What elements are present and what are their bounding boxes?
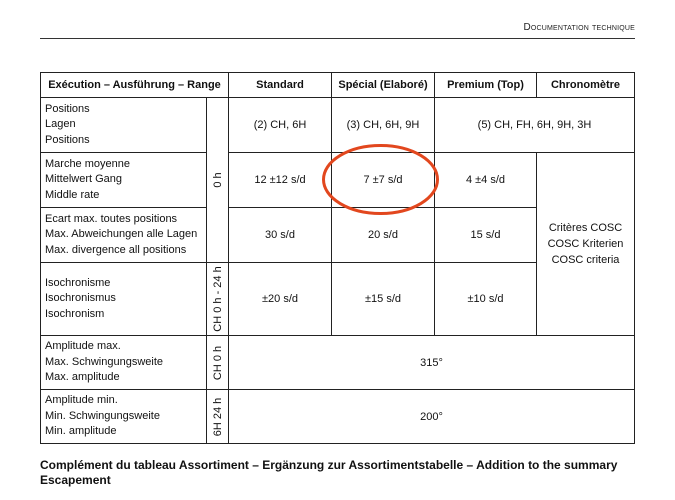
header-divider xyxy=(40,38,635,39)
label-line: Isochronism xyxy=(45,307,105,320)
isochronism-labels xyxy=(41,263,207,336)
amplitude-max-labels xyxy=(41,336,207,390)
label-line: Middle rate xyxy=(45,188,100,201)
rate-special: 7 ±7 s/d xyxy=(332,153,435,208)
label-line: Min. Schwingungsweite xyxy=(45,409,160,422)
condition-6h-24h: 6H 24 h xyxy=(207,390,229,444)
cosc-line: COSC Kriterien xyxy=(547,238,624,250)
row-amplitude-max xyxy=(41,336,635,390)
header-standard: Standard xyxy=(229,73,332,98)
label-line: Max. Abweichungen alle Lagen xyxy=(45,228,198,241)
label-line: Max. divergence all positions xyxy=(45,243,187,256)
condition-ch-0-24h: CH 0 h - 24 h xyxy=(207,263,229,336)
table-caption xyxy=(40,458,640,488)
row-middle-rate xyxy=(41,153,635,208)
label-line: Amplitude min. xyxy=(45,394,118,407)
header-chronometre: Chronomètre xyxy=(537,73,635,98)
header-title: Documentation technique xyxy=(523,22,635,33)
amplitude-min-value: 200° xyxy=(229,390,635,444)
positions-labels xyxy=(41,98,207,153)
table-header-row xyxy=(41,73,635,98)
row-amplitude-min xyxy=(41,390,635,444)
label-line: Amplitude max. xyxy=(45,340,121,353)
positions-special: (3) CH, 6H, 9H xyxy=(332,98,435,153)
header-special: Spécial (Elaboré) xyxy=(332,73,435,98)
condition-ch-0h: CH 0 h xyxy=(207,336,229,390)
label-line: Lagen xyxy=(45,118,76,131)
rate-labels xyxy=(41,153,207,208)
label-line: Ecart max. toutes positions xyxy=(45,212,178,225)
rate-premium: 4 ±4 s/d xyxy=(435,153,537,208)
cosc-criteria xyxy=(537,153,635,336)
escapement-table xyxy=(40,72,635,444)
label-line: Isochronisme xyxy=(45,276,111,289)
deviation-special: 20 s/d xyxy=(332,208,435,263)
label-line: Positions xyxy=(45,102,90,115)
label-line: Max. Schwingungsweite xyxy=(45,355,164,368)
amplitude-min-labels xyxy=(41,390,207,444)
deviation-premium: 15 s/d xyxy=(435,208,537,263)
deviation-standard: 30 s/d xyxy=(229,208,332,263)
header-premium: Premium (Top) xyxy=(435,73,537,98)
deviation-labels xyxy=(41,208,207,263)
rate-standard: 12 ±12 s/d xyxy=(229,153,332,208)
label-line: Max. amplitude xyxy=(45,371,120,384)
header-execution: Exécution – Ausführung – Range xyxy=(41,73,229,98)
caption-line-1: Complément du tableau Assortiment – Ergänzung zur Assortimentstabelle – Addition to the summary xyxy=(40,458,618,472)
caption-line-2: Escapement xyxy=(40,473,111,487)
isochronism-special: ±15 s/d xyxy=(332,263,435,336)
label-line: Positions xyxy=(45,133,90,146)
label-line: Mittelwert Gang xyxy=(45,173,123,186)
condition-0h: 0 h xyxy=(207,98,229,263)
isochronism-standard: ±20 s/d xyxy=(229,263,332,336)
label-line: Marche moyenne xyxy=(45,157,130,170)
row-positions xyxy=(41,98,635,153)
amplitude-max-value: 315° xyxy=(229,336,635,390)
label-line: Isochronismus xyxy=(45,292,116,305)
positions-standard: (2) CH, 6H xyxy=(229,98,332,153)
cosc-line: COSC criteria xyxy=(551,254,620,266)
positions-premium-chrono: (5) CH, FH, 6H, 9H, 3H xyxy=(435,98,635,153)
cosc-line: Critères COSC xyxy=(548,222,623,234)
label-line: Min. amplitude xyxy=(45,425,117,438)
isochronism-premium: ±10 s/d xyxy=(435,263,537,336)
